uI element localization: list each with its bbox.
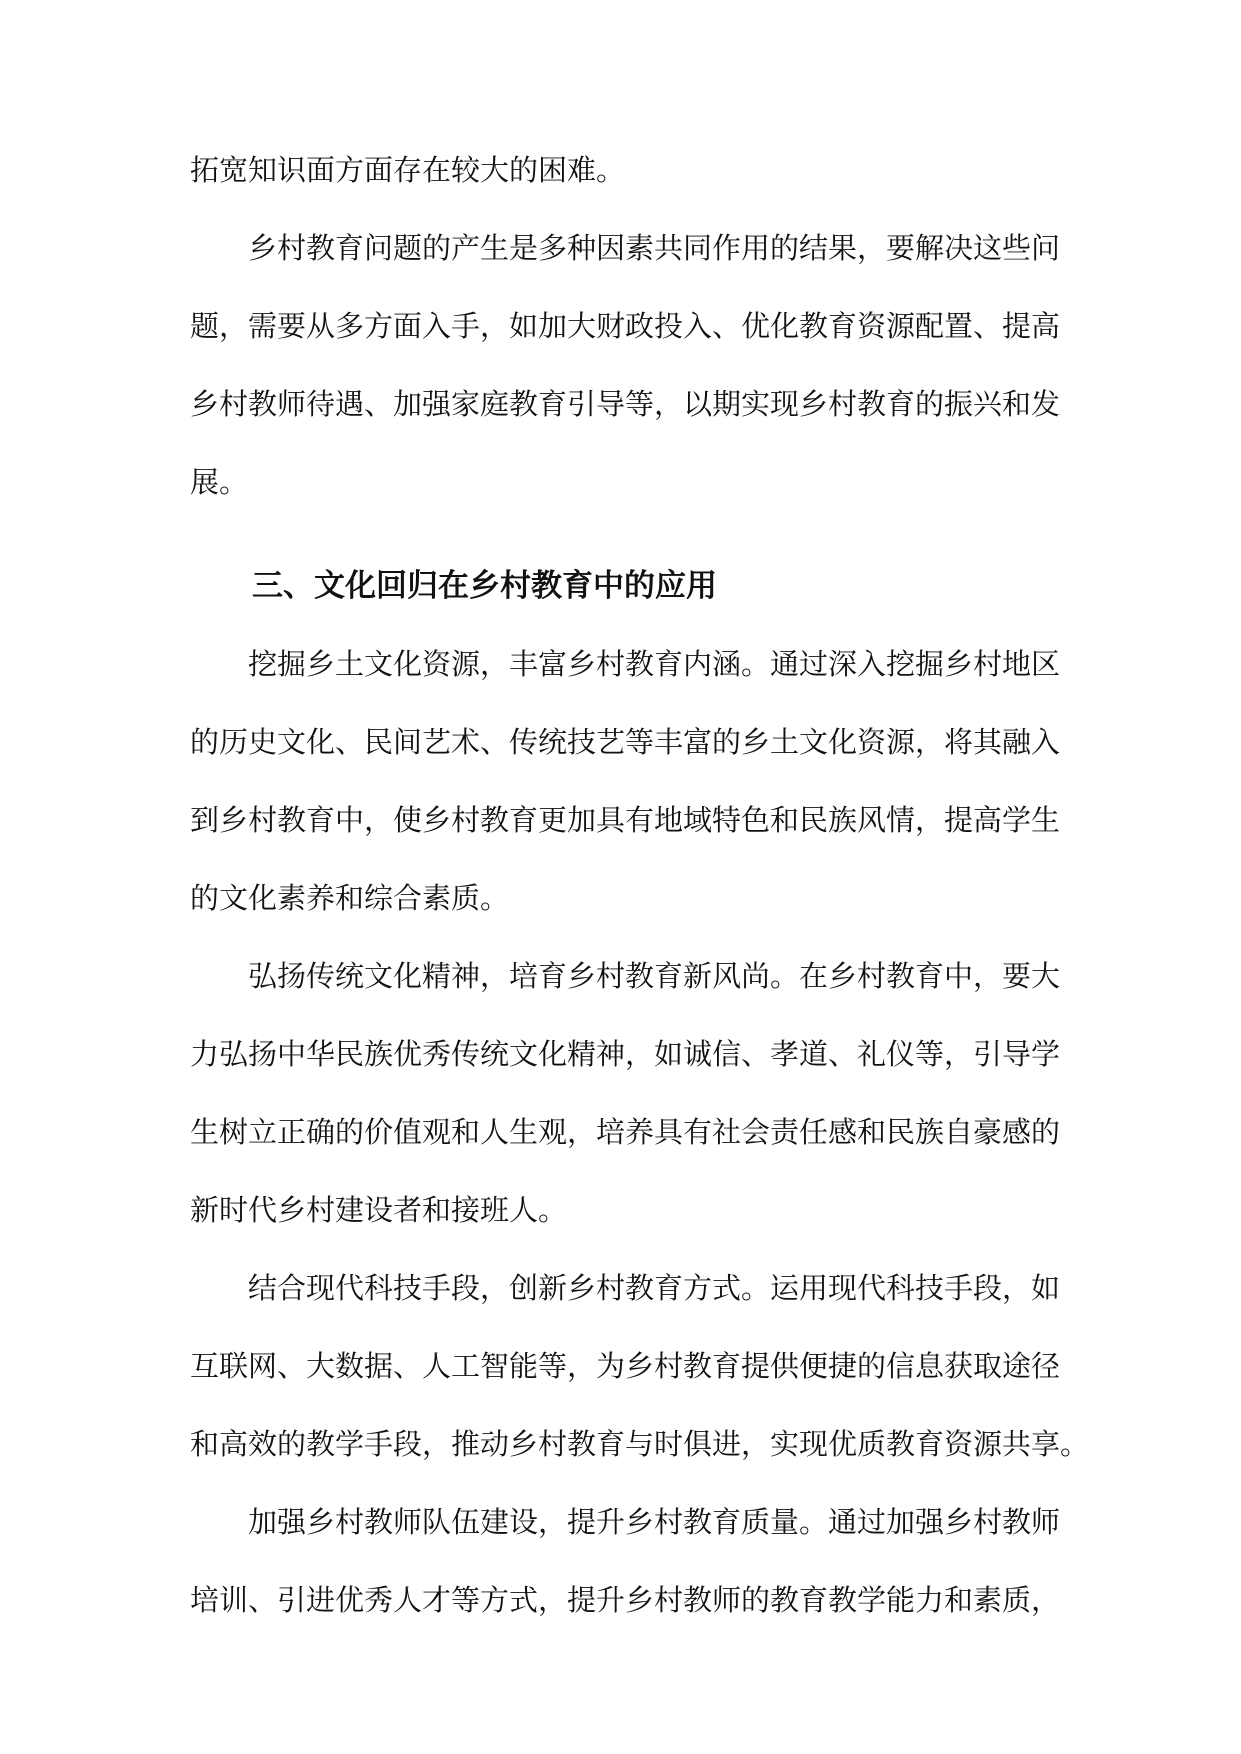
paragraph-line: 培训、引进优秀人才等方式，提升乡村教师的教育教学能力和素质， [190,1583,1061,1617]
paragraph-line: 题，需要从多方面入手，如加大财政投入、优化教育资源配置、提高 [190,309,1061,343]
paragraph-line: 新时代乡村建设者和接班人。 [190,1193,568,1227]
paragraph-line: 和高效的教学手段，推动乡村教育与时俱进，实现优质教育资源共享。 [190,1427,1090,1461]
paragraph-line: 展。 [190,465,249,499]
paragraph-line: 挖掘乡土文化资源，丰富乡村教育内涵。通过深入挖掘乡村地区 [248,647,1061,681]
paragraph-line: 生树立正确的价值观和人生观，培养具有社会责任感和民族自豪感的 [190,1115,1061,1149]
intro-line: 拓宽知识面方面存在较大的困难。 [190,153,626,187]
paragraph-line: 的文化素养和综合素质。 [190,881,510,915]
section-heading: 三、文化回归在乡村教育中的应用 [252,568,717,604]
paragraph-line: 力弘扬中华民族优秀传统文化精神，如诚信、孝道、礼仪等，引导学 [190,1037,1061,1071]
paragraph-line: 结合现代科技手段，创新乡村教育方式。运用现代科技手段，如 [248,1271,1061,1305]
paragraph-line: 到乡村教育中，使乡村教育更加具有地域特色和民族风情，提高学生 [190,803,1061,837]
paragraph-line: 乡村教师待遇、加强家庭教育引导等，以期实现乡村教育的振兴和发 [190,387,1061,421]
paragraph-line: 乡村教育问题的产生是多种因素共同作用的结果，要解决这些问 [248,231,1061,265]
paragraph-line: 加强乡村教师队伍建设，提升乡村教育质量。通过加强乡村教师 [248,1505,1061,1539]
paragraph-line: 的历史文化、民间艺术、传统技艺等丰富的乡土文化资源，将其融入 [190,725,1061,759]
paragraph-line: 互联网、大数据、人工智能等，为乡村教育提供便捷的信息获取途径 [190,1349,1061,1383]
paragraph-line: 弘扬传统文化精神，培育乡村教育新风尚。在乡村教育中，要大 [248,959,1061,993]
